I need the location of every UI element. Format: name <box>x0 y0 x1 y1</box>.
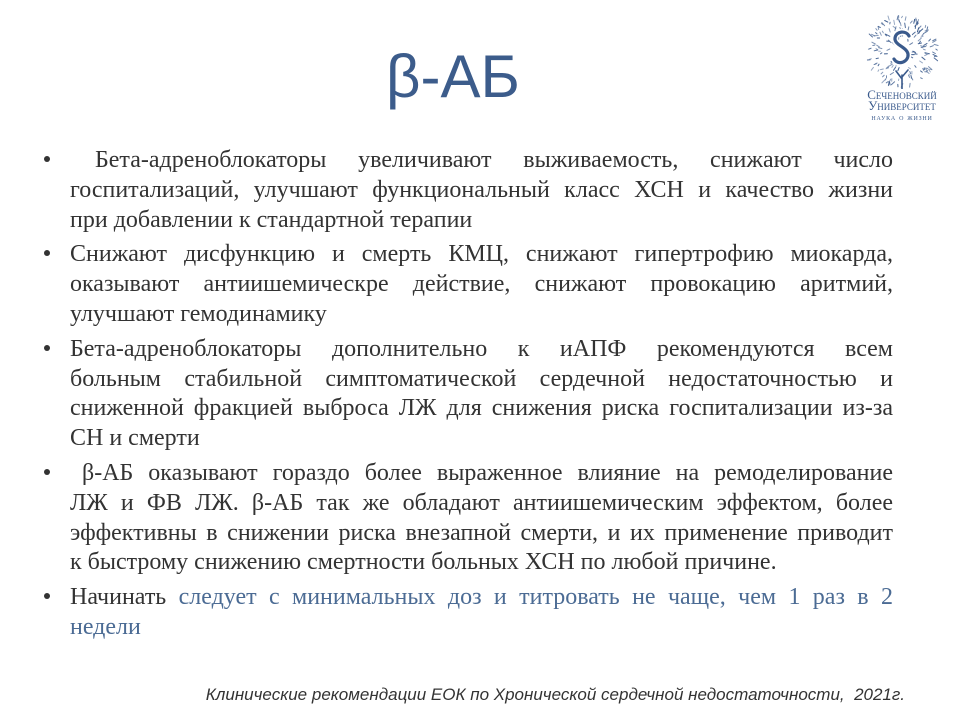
logo-crown-stroke <box>915 66 916 68</box>
bullet-line <box>70 365 893 395</box>
logo-crown-stroke <box>878 70 879 72</box>
bullet-dot-icon <box>44 593 50 599</box>
bullet-line <box>70 206 893 236</box>
logo-crown-stroke <box>919 41 920 43</box>
bullet-line <box>70 583 893 613</box>
bullet-item <box>70 240 893 329</box>
logo-crown-stroke <box>923 69 924 71</box>
bullet-line-text: Снижают дисфункцию и смерть КМЦ, снижают гипертрофию миокарда, <box>70 241 893 268</box>
logo-crown-stroke <box>934 58 938 61</box>
bullet-lead-text: Начинать <box>70 584 167 611</box>
logo-crown-stroke <box>936 49 937 50</box>
bullet-line-text: улучшают гемодинамику <box>70 300 327 327</box>
logo-crown-stroke <box>910 43 913 45</box>
logo-crown-stroke <box>921 71 923 72</box>
bullet-line <box>70 613 893 643</box>
bullet-dot-icon <box>44 250 50 256</box>
logo-crown-stroke <box>927 27 928 30</box>
bullet-dot-icon <box>44 345 50 351</box>
logo-text-line2: Университет <box>868 98 936 113</box>
logo-crown-stroke <box>883 75 885 77</box>
logo-crown-stroke <box>878 64 879 66</box>
logo-crown-stroke <box>912 32 915 35</box>
bullet-line-text: оказывают антиишемическре действие, снижают провокацию аритмий, <box>70 271 893 298</box>
bullet-item <box>70 459 893 578</box>
logo-crown-stroke <box>880 32 881 35</box>
logo-crown-stroke <box>920 61 923 63</box>
logo-crown-stroke <box>890 83 891 86</box>
logo-crown-stroke <box>911 77 913 80</box>
bullet-line-text: госпитализаций, улучшают функциональный класс ХСН и качество жизни <box>70 176 893 203</box>
logo-crown-stroke <box>881 53 882 54</box>
logo-crown-stroke <box>887 49 890 50</box>
logo-crown-stroke <box>921 36 923 37</box>
bullet-line <box>70 459 893 489</box>
logo-crown-stroke <box>879 48 882 49</box>
logo-crown-stroke <box>877 45 880 47</box>
logo-crown-stroke <box>888 16 889 20</box>
logo-crown-stroke <box>900 23 901 26</box>
footer-citation: Клинические рекомендации ЕОК по Хронической сердечной недостаточности, 2021г. <box>205 685 905 704</box>
logo-crown-stroke <box>885 79 886 80</box>
bullet-line <box>70 146 893 176</box>
logo-tagline: наука о жизни <box>871 112 933 122</box>
bullet-line-text: β-АБ оказывают гораздо более выраженное влияние на ремоделирование <box>82 459 893 486</box>
logo-crown-stroke <box>917 28 918 32</box>
university-logo <box>856 15 948 122</box>
bullet-line-text: сниженной фракцией выброса ЛЖ для снижения риска госпитализации из-за <box>70 395 893 422</box>
logo-crown-stroke <box>910 72 911 74</box>
logo-crown-stroke <box>889 29 890 32</box>
bullet-line-text: больным стабильной симптоматической сердечной недостаточностью и <box>70 365 893 392</box>
logo-crown-stroke <box>934 44 938 45</box>
bullet-line <box>70 394 893 424</box>
logo-crown-stroke <box>876 58 878 59</box>
logo-crown-stroke <box>921 78 923 79</box>
bullet-line-text: эффективны в снижении риска внезапной смерти, и их применение приводит <box>70 519 893 546</box>
logo-text-line1: Сеченовский <box>867 87 937 102</box>
logo-crown-stroke <box>924 49 926 50</box>
logo-crown-stroke <box>905 17 906 21</box>
logo-crown-stroke <box>909 68 911 69</box>
logo-crown-stroke <box>915 18 916 21</box>
logo-crown-stroke <box>899 19 900 23</box>
logo-crown-stroke <box>925 25 926 27</box>
logo-crown-stroke <box>913 51 916 53</box>
logo-crown-stroke <box>876 49 878 50</box>
logo-crown-stroke <box>898 68 899 71</box>
bullet-item <box>70 583 893 643</box>
logo-crown-stroke <box>874 64 876 65</box>
bullet-line <box>70 240 893 270</box>
bullet-line-text: при добавлении к стандартной терапии <box>70 206 473 233</box>
logo-crown-stroke <box>922 34 923 36</box>
slide-title: β-АБ <box>386 43 520 110</box>
logo-crown-stroke <box>872 42 875 44</box>
logo-crown-stroke <box>933 52 936 54</box>
bullet-line-text: СН и смерти <box>70 425 200 452</box>
bullet-line <box>70 519 893 549</box>
logo-crown-stroke <box>902 16 903 17</box>
bullet-line-text: ЛЖ и ФВ ЛЖ. β-АБ так же обладают антиишемическим эффектом, более <box>70 489 893 516</box>
logo-crown-stroke <box>917 22 918 25</box>
bullet-line <box>70 270 893 300</box>
logo-crown-stroke <box>929 39 931 41</box>
logo-crown-stroke <box>886 82 888 83</box>
bullet-dot-icon <box>44 156 50 162</box>
bullet-line <box>70 335 893 365</box>
logo-crown-stroke <box>935 56 937 57</box>
logo-tree-icon <box>862 15 942 89</box>
logo-crown-stroke <box>894 20 895 24</box>
bullet-dot-icon <box>44 469 50 475</box>
logo-crown-stroke <box>922 57 925 60</box>
logo-crown-stroke <box>918 38 921 41</box>
bullet-item <box>70 146 893 235</box>
logo-crown-stroke <box>914 35 916 37</box>
logo-crown-stroke <box>924 31 928 33</box>
logo-crown-stroke <box>897 16 898 20</box>
bullet-line-text: недели <box>70 613 141 640</box>
logo-crown-stroke <box>872 34 875 36</box>
logo-crown-stroke <box>930 46 933 47</box>
bullet-line-text: Бета-адреноблокаторы дополнительно к иАПФ рекомендуются всем <box>70 335 893 362</box>
logo-crown-stroke <box>905 23 906 28</box>
logo-crown-stroke <box>891 82 894 85</box>
logo-crown-stroke <box>889 64 893 66</box>
logo-crown-stroke <box>910 21 912 23</box>
logo-crown-stroke <box>876 33 877 34</box>
bullet-item <box>70 335 893 454</box>
bullet-line <box>70 548 893 578</box>
logo-crown-stroke <box>894 67 896 70</box>
bullet-line-text: следует с минимальных доз и титровать не чаще, чем 1 раз в 2 <box>178 584 893 611</box>
logo-crown-stroke <box>871 67 873 70</box>
logo-crown-stroke <box>881 72 883 74</box>
logo-crown-stroke <box>926 70 928 71</box>
bullet-line <box>70 176 893 206</box>
bullet-line-text: к быстрому снижению смертности больных ХСН по любой причине. <box>70 549 777 576</box>
logo-crown-stroke <box>890 73 893 75</box>
logo-crown-stroke <box>881 69 884 70</box>
logo-crown-stroke <box>891 62 892 63</box>
logo-crown-stroke <box>930 69 933 70</box>
bullet-list <box>70 146 893 643</box>
bullet-line <box>70 424 893 454</box>
bullet-line <box>70 300 893 330</box>
logo-crown-stroke <box>882 31 883 33</box>
bullet-line <box>70 489 893 519</box>
logo-crown-stroke <box>882 80 885 83</box>
logo-crown-stroke <box>908 27 909 30</box>
logo-crown-stroke <box>914 19 915 23</box>
logo-crown-stroke <box>876 29 877 31</box>
logo-crown-stroke <box>874 50 877 51</box>
logo-crown-stroke <box>892 65 893 67</box>
logo-crown-stroke <box>885 21 888 23</box>
logo-crown-stroke <box>909 75 910 77</box>
bullet-line-text: Бета-адреноблокаторы увеличивают выживаемость, снижают число <box>95 147 893 173</box>
